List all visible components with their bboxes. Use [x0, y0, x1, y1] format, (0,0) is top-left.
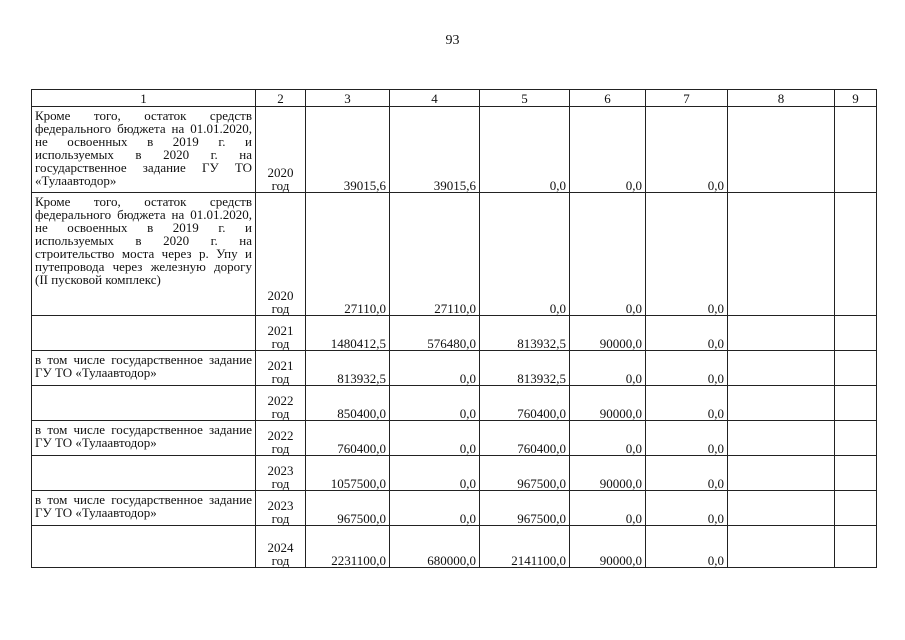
row-year	[256, 316, 306, 351]
row-year	[256, 193, 306, 316]
year-suffix: год	[271, 553, 290, 568]
cell-col7: 0,0	[646, 491, 728, 526]
cell-col3: 1480412,5	[306, 316, 390, 351]
cell-col3: 2231100,0	[306, 526, 390, 568]
year-value: 2022	[267, 393, 294, 408]
cell-col6: 0,0	[570, 107, 646, 193]
page-number: 93	[445, 33, 460, 48]
cell-col7: 0,0	[646, 456, 728, 491]
cell-col8	[728, 351, 835, 386]
table-row	[32, 316, 877, 351]
table-row	[32, 421, 877, 456]
cell-col3: 850400,0	[306, 386, 390, 421]
table-row	[32, 351, 877, 386]
cell-col9	[835, 526, 877, 568]
row-description	[32, 316, 256, 351]
table-header-row	[32, 90, 877, 107]
row-description: в том числе государственное задание ГУ ТО «Тулаавтодор»	[32, 421, 256, 456]
cell-col5: 0,0	[480, 107, 570, 193]
table-row	[32, 526, 877, 568]
column-header: 2	[256, 90, 306, 107]
cell-col5: 967500,0	[480, 491, 570, 526]
row-description	[32, 386, 256, 421]
cell-col3: 39015,6	[306, 107, 390, 193]
table-row	[32, 491, 877, 526]
cell-col9	[835, 386, 877, 421]
cell-col9	[835, 456, 877, 491]
year-value: 2020	[267, 165, 294, 180]
cell-col6: 90000,0	[570, 386, 646, 421]
cell-col3: 760400,0	[306, 421, 390, 456]
year-value: 2023	[267, 463, 294, 478]
cell-col8	[728, 316, 835, 351]
cell-col8	[728, 193, 835, 316]
row-year	[256, 456, 306, 491]
row-year	[256, 386, 306, 421]
cell-col8	[728, 491, 835, 526]
cell-col4: 0,0	[390, 386, 480, 421]
row-description: в том числе государственное задание ГУ ТО «Тулаавтодор»	[32, 491, 256, 526]
cell-col3: 967500,0	[306, 491, 390, 526]
cell-col7: 0,0	[646, 193, 728, 316]
table-row	[32, 193, 877, 316]
row-year	[256, 491, 306, 526]
column-header: 4	[390, 90, 480, 107]
cell-col9	[835, 421, 877, 456]
row-year	[256, 526, 306, 568]
cell-col4: 0,0	[390, 491, 480, 526]
year-value: 2024	[267, 540, 294, 555]
cell-col5: 0,0	[480, 193, 570, 316]
year-value: 2021	[267, 323, 294, 338]
year-suffix: год	[271, 476, 290, 491]
year-suffix: год	[271, 371, 290, 386]
cell-col8	[728, 456, 835, 491]
year-suffix: год	[271, 511, 290, 526]
table-row	[32, 456, 877, 491]
table-row	[32, 386, 877, 421]
row-description	[32, 526, 256, 568]
cell-col3: 813932,5	[306, 351, 390, 386]
cell-col9	[835, 491, 877, 526]
cell-col6: 0,0	[570, 491, 646, 526]
cell-col6: 0,0	[570, 351, 646, 386]
cell-col3: 27110,0	[306, 193, 390, 316]
year-value: 2020	[267, 288, 294, 303]
cell-col3: 1057500,0	[306, 456, 390, 491]
cell-col9	[835, 351, 877, 386]
cell-col7: 0,0	[646, 386, 728, 421]
cell-col6: 90000,0	[570, 526, 646, 568]
cell-col4: 39015,6	[390, 107, 480, 193]
column-header: 3	[306, 90, 390, 107]
cell-col6: 0,0	[570, 421, 646, 456]
cell-col4: 680000,0	[390, 526, 480, 568]
year-value: 2021	[267, 358, 294, 373]
column-header: 9	[835, 90, 877, 107]
cell-col7: 0,0	[646, 107, 728, 193]
cell-col8	[728, 107, 835, 193]
cell-col4: 0,0	[390, 456, 480, 491]
cell-col7: 0,0	[646, 316, 728, 351]
row-year	[256, 421, 306, 456]
cell-col4: 27110,0	[390, 193, 480, 316]
year-suffix: год	[271, 301, 290, 316]
cell-col4: 576480,0	[390, 316, 480, 351]
cell-col4: 0,0	[390, 421, 480, 456]
column-header: 8	[728, 90, 835, 107]
year-suffix: год	[271, 336, 290, 351]
year-value: 2023	[267, 498, 294, 513]
row-year	[256, 351, 306, 386]
cell-col7: 0,0	[646, 421, 728, 456]
cell-col6: 90000,0	[570, 316, 646, 351]
cell-col7: 0,0	[646, 351, 728, 386]
year-suffix: год	[271, 178, 290, 193]
cell-col5: 967500,0	[480, 456, 570, 491]
column-header: 7	[646, 90, 728, 107]
row-description: в том числе государственное задание ГУ ТО «Тулаавтодор»	[32, 351, 256, 386]
cell-col7: 0,0	[646, 526, 728, 568]
cell-col5: 813932,5	[480, 316, 570, 351]
cell-col5: 2141100,0	[480, 526, 570, 568]
column-header: 5	[480, 90, 570, 107]
cell-col6: 0,0	[570, 193, 646, 316]
cell-col9	[835, 107, 877, 193]
row-description	[32, 456, 256, 491]
cell-col9	[835, 316, 877, 351]
column-header: 1	[32, 90, 256, 107]
cell-col5: 760400,0	[480, 386, 570, 421]
cell-col4: 0,0	[390, 351, 480, 386]
budget-table	[31, 89, 877, 568]
year-suffix: год	[271, 406, 290, 421]
row-description: Кроме того, остаток средств федерального бюджета на 01.01.2020, не освоенных в 2019 г. и используемых в 2020 г. на строительство моста через р. Упу и путепровода через железную дорогу (II пусковой комплекс)	[32, 193, 256, 316]
row-description: Кроме того, остаток средств федерального бюджета на 01.01.2020, не освоенных в 2019 г. и используемых в 2020 г. на государственное задание ГУ ТО «Тулаавтодор»	[32, 107, 256, 193]
year-value: 2022	[267, 428, 294, 443]
cell-col8	[728, 526, 835, 568]
year-suffix: год	[271, 441, 290, 456]
cell-col5: 813932,5	[480, 351, 570, 386]
row-year	[256, 107, 306, 193]
cell-col8	[728, 421, 835, 456]
cell-col8	[728, 386, 835, 421]
cell-col5: 760400,0	[480, 421, 570, 456]
table-row	[32, 107, 877, 193]
cell-col6: 90000,0	[570, 456, 646, 491]
column-header: 6	[570, 90, 646, 107]
cell-col9	[835, 193, 877, 316]
